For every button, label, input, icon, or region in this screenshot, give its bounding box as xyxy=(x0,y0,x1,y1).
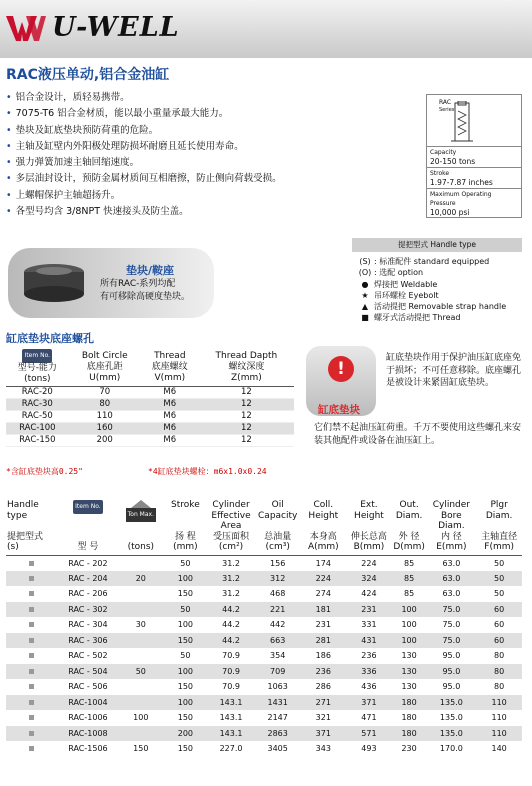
table-cell: 95.0 xyxy=(442,682,461,692)
column-header: Cylinder Bore Diam. xyxy=(432,500,470,531)
column-header: 扬 程 (mm) xyxy=(164,532,208,556)
table-cell: 85 xyxy=(404,558,415,568)
table-cell: 471 xyxy=(361,713,377,723)
table-cell: 100 xyxy=(164,571,208,587)
table-header-row xyxy=(6,348,294,387)
table-row xyxy=(6,423,294,435)
table-cell: 436 xyxy=(361,682,377,692)
table-cell: 63.0 xyxy=(442,558,461,568)
column-header: 伸长总高 B(mm) xyxy=(346,532,392,556)
warning-icon: ! xyxy=(328,356,354,382)
table-cell: 431 xyxy=(346,633,392,649)
column-header: 主轴直径 F(mm) xyxy=(476,532,522,556)
column-header: Out. Diam. xyxy=(395,500,423,521)
table-cell: 12 xyxy=(240,435,252,445)
table-cell: 493 xyxy=(361,744,377,754)
table-row xyxy=(6,411,294,423)
table-row xyxy=(6,710,522,726)
table-cell: 371 xyxy=(346,695,392,711)
legend-item: ● 焊接把 Weldable xyxy=(356,279,532,290)
table-cell: 281 xyxy=(301,633,347,649)
table-cell: 180 xyxy=(392,726,427,742)
table-cell: 110 xyxy=(96,411,113,421)
table-cell: 135.0 xyxy=(439,713,463,723)
warning-title: 缸底垫块 xyxy=(318,404,360,416)
table-cell: 180 xyxy=(392,695,427,711)
square-icon: ■ xyxy=(361,313,369,323)
table-cell: M6 xyxy=(163,387,177,397)
handle-square-icon xyxy=(6,617,58,633)
table-cell: 135.0 xyxy=(426,726,476,742)
table-cell: 150 xyxy=(177,713,194,723)
table-cell: 150 xyxy=(177,682,194,692)
table-cell: 95.0 xyxy=(426,664,476,680)
table-cell: 50 xyxy=(180,651,191,661)
table-cell: 709 xyxy=(255,664,301,680)
table-cell: RAC-1006 xyxy=(68,713,108,723)
table-cell: 130 xyxy=(392,664,427,680)
column-header: 受压面积 (cm²) xyxy=(207,532,255,556)
column-header: 本身高 A(mm) xyxy=(301,532,347,556)
table-cell: RAC-1506 xyxy=(68,744,108,754)
table-cell xyxy=(118,695,164,711)
handle-type-legend xyxy=(356,256,532,324)
legend-item: (S) : 标准配件 standard equipped xyxy=(359,257,490,266)
handle-square-icon xyxy=(6,695,58,711)
table-cell: 50 xyxy=(164,602,208,618)
table-cell: 70.9 xyxy=(207,664,255,680)
table-cell xyxy=(118,679,164,695)
table-cell: 343 xyxy=(315,744,331,754)
table-row xyxy=(6,586,522,602)
table-cell: 150 xyxy=(133,744,149,754)
table-cell: 44.2 xyxy=(222,620,240,630)
table-cell: 230 xyxy=(401,744,417,754)
table-cell: 30 xyxy=(135,620,146,630)
table-cell: 571 xyxy=(346,726,392,742)
item-no-badge: Item No. xyxy=(22,349,52,363)
saddle-callout xyxy=(8,248,214,318)
table-cell: 60 xyxy=(476,602,522,618)
table-cell: 442 xyxy=(270,620,286,630)
table-cell: 3405 xyxy=(267,744,288,754)
table-cell: RAC-1004 xyxy=(58,695,118,711)
table-cell: 63.0 xyxy=(442,589,461,599)
column-header: Thread 底座螺纹 V(mm) xyxy=(141,348,199,387)
table-cell: M6 xyxy=(163,411,177,421)
table-cell: 75.0 xyxy=(442,620,461,630)
table-cell: 63.0 xyxy=(426,571,476,587)
table-cell: RAC - 304 xyxy=(68,620,108,630)
table-cell: RAC - 504 xyxy=(58,664,118,680)
table-cell: 31.2 xyxy=(222,589,240,599)
table-cell: 12 xyxy=(240,387,252,397)
spec-illustration xyxy=(427,95,521,147)
triangle-icon: ▲ xyxy=(361,302,369,312)
table-cell: 70 xyxy=(99,387,111,397)
table-cell: 100 xyxy=(164,664,208,680)
column-header: Oil Capacity xyxy=(258,500,298,521)
table-cell: 110 xyxy=(476,726,522,742)
table-cell: 75.0 xyxy=(426,633,476,649)
table-cell: 70.9 xyxy=(222,651,240,661)
table-cell: 1063 xyxy=(267,682,288,692)
saddle-icon xyxy=(16,258,92,308)
section-heading: 缸底垫块底座螺孔 xyxy=(6,332,94,345)
handle-square-icon xyxy=(6,602,58,618)
table-row xyxy=(6,387,294,399)
table-cell: 354 xyxy=(270,651,286,661)
column-header: Handle type xyxy=(7,500,39,521)
feature-item: • 上螺帽保护主轴超扬升。 xyxy=(6,188,326,204)
spec-table xyxy=(6,500,522,757)
table-cell: 20 xyxy=(118,571,164,587)
table-cell: 324 xyxy=(346,571,392,587)
table-row xyxy=(6,399,294,411)
table-cell xyxy=(118,633,164,649)
table-row xyxy=(6,435,294,447)
table-cell: 224 xyxy=(361,558,377,568)
warning-text: 缸底垫块作用于保护油压缸底座免于损坏；不可任意移除。底座螺孔是被设计来紧固缸底垫块。 xyxy=(386,353,522,388)
table-cell: 180 xyxy=(401,713,417,723)
table-cell xyxy=(118,648,164,664)
table-cell: RAC-50 xyxy=(21,411,53,421)
feature-item: • 主轴及缸壁内外阳极处理防损坏耐磨且延长使用寿命。 xyxy=(6,139,326,155)
table-cell: 100 xyxy=(392,633,427,649)
table-cell: RAC-1008 xyxy=(58,726,118,742)
table-cell: 110 xyxy=(476,695,522,711)
table-cell: RAC - 204 xyxy=(58,571,118,587)
cylinder-icon xyxy=(447,101,487,145)
table-cell xyxy=(118,726,164,742)
spec-model-sub: Series xyxy=(439,107,455,113)
table-cell: 424 xyxy=(361,589,377,599)
legend-item: ▲ 活动提把 Removable strap handle xyxy=(356,301,532,312)
table-cell: 236 xyxy=(301,664,347,680)
table-cell: 44.2 xyxy=(207,633,255,649)
table-cell: 60 xyxy=(494,620,505,630)
table-cell: 181 xyxy=(301,602,347,618)
spec-capacity: Capacity 20-150 tons xyxy=(427,147,521,168)
legend-item: (O) : 选配 option xyxy=(358,268,424,278)
column-header: Cylinder Effective Area xyxy=(211,500,251,531)
table-cell: 12 xyxy=(199,423,294,435)
feature-item: • 多层油封设计，预防金属材质间互相磨擦，防止侧向荷载受损。 xyxy=(6,171,326,187)
table-cell: 286 xyxy=(315,682,331,692)
handle-square-icon xyxy=(6,679,58,695)
spec-pressure: Maximum Operating Pressure 10,000 psi xyxy=(430,191,492,217)
table-cell: RAC-100 xyxy=(6,423,69,435)
handle-type-heading: 提把型式 Handle type xyxy=(352,238,522,252)
table-cell: 371 xyxy=(301,726,347,742)
table-cell: 135.0 xyxy=(426,695,476,711)
table-cell: RAC-20 xyxy=(21,387,53,397)
table-row xyxy=(6,741,522,757)
table-cell: 80 xyxy=(476,664,522,680)
footnote: *含缸底垫块高0.25" xyxy=(6,467,83,476)
table-cell xyxy=(118,555,164,571)
table-cell: 331 xyxy=(361,620,377,630)
table-cell: 31.2 xyxy=(207,571,255,587)
table-cell: 100 xyxy=(133,713,149,723)
table-cell: 231 xyxy=(346,602,392,618)
warning-text: 它们禁不起油压缸荷重。千万不要使用这些螺孔来安装其他配件或设备在油压缸上。 xyxy=(314,423,522,446)
handle-square-icon xyxy=(6,726,58,742)
page-title: RAC液压单动,铝合金油缸 xyxy=(6,67,170,83)
table-cell: 186 xyxy=(315,651,331,661)
table-cell: 130 xyxy=(401,651,417,661)
column-header: (tons) xyxy=(118,532,164,556)
column-header xyxy=(58,500,118,532)
spec-model: RAC xyxy=(439,99,452,106)
table-cell: RAC-30 xyxy=(6,399,69,411)
table-cell: M6 xyxy=(141,423,199,435)
legend-item: ★ 吊环螺栓 Eyebolt xyxy=(356,290,532,301)
table-cell: RAC - 506 xyxy=(68,682,108,692)
table-cell: 60 xyxy=(476,633,522,649)
table-cell: 80 xyxy=(494,651,505,661)
table-cell: 143.1 xyxy=(207,695,255,711)
table-cell: 274 xyxy=(315,589,331,599)
saddle-desc: 所有RAC-系列均配 有可移除高硬度垫块。 xyxy=(100,279,191,302)
table-row xyxy=(6,571,522,587)
table-cell xyxy=(118,602,164,618)
table-cell: 110 xyxy=(491,713,507,723)
handle-square-icon xyxy=(6,571,58,587)
spec-box xyxy=(426,94,522,218)
handle-square-icon xyxy=(6,555,58,571)
table-cell: 12 xyxy=(199,399,294,411)
column-header: Ext. Height xyxy=(354,500,384,521)
handle-square-icon xyxy=(6,741,58,757)
column-header: 总油量 (cm³) xyxy=(255,532,301,556)
table-cell: 80 xyxy=(69,399,141,411)
column-header: 外 径 D(mm) xyxy=(392,532,427,556)
table-cell: 231 xyxy=(315,620,331,630)
feature-item: • 铝合金设计，质轻易携带。 xyxy=(6,90,326,106)
table-cell: 200 xyxy=(164,726,208,742)
table-cell: 150 xyxy=(177,589,194,599)
table-cell: 100 xyxy=(177,620,194,630)
table-cell: 140 xyxy=(491,744,507,754)
table-cell: 150 xyxy=(177,744,194,754)
table-cell: 50 xyxy=(476,571,522,587)
table-cell: 130 xyxy=(401,682,417,692)
table-row xyxy=(6,726,522,742)
legend-item: ■ 螺牙式活动提把 Thread xyxy=(356,312,532,323)
table-cell: 321 xyxy=(315,713,331,723)
table-cell: RAC - 502 xyxy=(68,651,108,661)
table-cell: M6 xyxy=(163,435,177,445)
table-header-row xyxy=(6,532,522,556)
column-header: 内 径 E(mm) xyxy=(426,532,476,556)
table-cell: 2147 xyxy=(267,713,288,723)
feature-item: • 垫块及缸底垫块预防荷重的危险。 xyxy=(6,123,326,139)
warning-callout xyxy=(306,346,526,462)
table-cell: 95.0 xyxy=(442,651,461,661)
table-cell: 50 xyxy=(494,589,505,599)
table-cell: 2863 xyxy=(255,726,301,742)
column-header: Stroke xyxy=(171,500,200,510)
handle-square-icon xyxy=(6,664,58,680)
table-row xyxy=(6,555,522,571)
item-no-badge: Item No. xyxy=(73,500,103,514)
table-row xyxy=(6,602,522,618)
table-cell: 224 xyxy=(301,571,347,587)
table-cell: 156 xyxy=(270,558,286,568)
table-cell: 50 xyxy=(494,558,505,568)
table-cell: 80 xyxy=(494,682,505,692)
table-cell: 85 xyxy=(392,571,427,587)
brand-name: U-WELL xyxy=(52,12,180,43)
table-cell: 12 xyxy=(240,411,252,421)
table-row xyxy=(6,679,522,695)
table-cell: 150 xyxy=(164,633,208,649)
table-cell: RAC-150 xyxy=(19,435,56,445)
table-cell: M6 xyxy=(141,399,199,411)
logo-icon xyxy=(6,14,46,42)
table-cell: 174 xyxy=(315,558,331,568)
table-cell: RAC - 302 xyxy=(58,602,118,618)
column-header: 型 号 xyxy=(58,532,118,556)
saddle-title: 垫块/鞍座 xyxy=(126,264,175,277)
table-row xyxy=(6,664,522,680)
table-cell: 170.0 xyxy=(439,744,463,754)
table-cell: 271 xyxy=(301,695,347,711)
table-cell: 70.9 xyxy=(222,682,240,692)
column-header: Coll. Height xyxy=(308,500,339,521)
table-header-row xyxy=(6,500,522,532)
handle-square-icon xyxy=(6,633,58,649)
table-cell: 100 xyxy=(164,695,208,711)
feature-item: • 强力弹簧加速主轴回缩速度。 xyxy=(6,155,326,171)
table-cell: 100 xyxy=(392,602,427,618)
table-cell: 143.1 xyxy=(219,713,243,723)
table-row xyxy=(6,695,522,711)
table-cell: 200 xyxy=(96,435,113,445)
table-cell: 227.0 xyxy=(219,744,243,754)
table-row xyxy=(6,648,522,664)
table-cell: 468 xyxy=(270,589,286,599)
table-cell: 336 xyxy=(346,664,392,680)
table-cell: 100 xyxy=(401,620,417,630)
table-cell: 50 xyxy=(118,664,164,680)
table-cell: RAC - 206 xyxy=(68,589,108,599)
feature-item: • 7075-T6 铝合金材质，能以最小重量承最大能力。 xyxy=(6,106,326,122)
column-header: Bolt Circle 底座孔距 U(mm) xyxy=(69,348,141,387)
table-cell: 143.1 xyxy=(207,726,255,742)
footnote: *4缸底垫块螺栓：m6x1.0x0.24 xyxy=(148,467,267,476)
table-cell: 31.2 xyxy=(222,558,240,568)
base-thread-table xyxy=(6,348,294,447)
handle-square-icon xyxy=(6,710,58,726)
table-row xyxy=(6,617,522,633)
handle-square-icon xyxy=(6,586,58,602)
ton-icon xyxy=(131,500,151,508)
table-cell: 85 xyxy=(404,589,415,599)
feature-item: • 各型号均含 3/8NPT 快速接头及防尘盖。 xyxy=(6,204,326,220)
table-cell: 44.2 xyxy=(207,602,255,618)
table-cell: RAC - 202 xyxy=(68,558,108,568)
column-header: Ton Max. xyxy=(118,500,164,532)
table-cell: 75.0 xyxy=(426,602,476,618)
column-header: Thread Dapth 螺纹深度 Z(mm) xyxy=(199,348,294,387)
table-cell: 236 xyxy=(361,651,377,661)
table-cell xyxy=(118,586,164,602)
spec-stroke: Stroke 1.97-7.87 inches xyxy=(427,168,521,189)
table-cell: 221 xyxy=(255,602,301,618)
table-row xyxy=(6,633,522,649)
table-cell: 312 xyxy=(255,571,301,587)
table-cell: 663 xyxy=(255,633,301,649)
column-header: Plgr Diam. xyxy=(485,500,513,521)
column-header: Item No. 型号-能力 (tons) xyxy=(6,348,69,387)
table-cell: 160 xyxy=(69,423,141,435)
circle-icon: ● xyxy=(361,279,369,289)
table-cell: 1431 xyxy=(255,695,301,711)
column-header: 提把型式 (s) xyxy=(6,532,58,556)
handle-square-icon xyxy=(6,648,58,664)
header-bar xyxy=(0,0,532,58)
table-cell: 50 xyxy=(180,558,191,568)
feature-list xyxy=(6,90,326,220)
table-cell: RAC - 306 xyxy=(58,633,118,649)
star-icon: ★ xyxy=(361,290,369,300)
